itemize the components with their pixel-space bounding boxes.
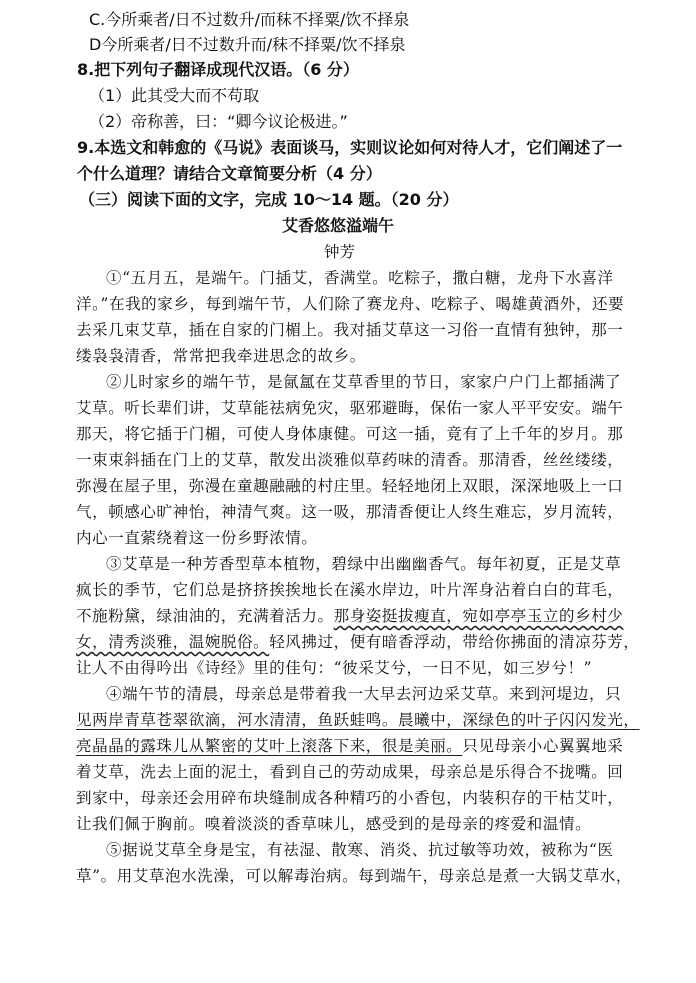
paragraph-2-line: 一束束斜插在门上的艾草，散发出淡雅似草药味的清香。那清香，丝丝缕缕， [76,451,624,469]
paragraph-3-line: 让人不由得吟出《诗经》里的佳句：“彼采艾兮，一日不见，如三岁兮！” [76,659,593,677]
paragraph-2-line: 气，顿感心旷神怡，神清气爽。这一吸，那清香便让人终生难忘，岁月流转， [76,503,624,521]
paragraph-2-line: ②儿时家乡的端午节，是氤氲在艾草香里的节日，家家户户门上都插满了 [106,373,622,391]
paragraph-5-line: 草”。用艾草泡水洗澡，可以解毒治病。每到端午，母亲总是煮一大锅艾草水， [76,867,632,885]
paragraph-3-text: 轻风拂过，便有暗香浮动，带给你拂面的清凉芬芳， [269,633,640,651]
question-8-sentence-2: （2）帝称善，曰：“卿今议论极进。” [89,112,348,131]
section-3-heading: （三）阅读下面的文字，完成 10～14 题。（20 分） [79,190,459,209]
paragraph-1-line: ①“五月五，是端午。门插艾，香满堂。吃粽子，撒白糖，龙舟下水喜洋 [106,269,614,287]
option-d: D今所乘者/日不过数升而/秣不择粟/饮不择泉 [89,35,406,54]
wavy-underlined-sentence: 那身姿挺拔瘦直，宛如亭亭玉立的乡村少 [333,607,624,625]
paragraph-2-line: 艾草。听长辈们讲，艾草能祛病免灾，驱邪避晦，保佑一家人平平安安。端午 [76,399,624,417]
paragraph-4-line: ④端午节的清晨，母亲总是带着我一大早去河边采艾草。来到河堤边，只 [106,685,622,703]
paragraph-3-line [76,630,640,654]
option-c: C.今所乘者/日不过数升/而秣不择粟/饮不择泉 [89,10,410,29]
article-author: 钟芳 [324,243,356,261]
paragraph-2-line: 弥漫在屋子里，弥漫在童趣融融的村庄里。轻轻地闭上双眼，深深地吸上一口 [76,477,624,495]
underlined-sentence: 见两岸青草苍翠欲滴，河水清清，鱼跃蛙鸣。晨曦中，深绿色的叶子闪闪发光， [76,711,640,729]
underlined-sentence: 亮晶晶的露珠儿从繁密的艾叶上滚落下来，很是美丽。 [76,737,463,755]
paragraph-4-line [76,734,623,758]
question-9-line-1: 9.本选文和韩愈的《马说》表面谈马，实则议论如何对待人才，它们阐述了一 [77,138,623,157]
wavy-underlined-sentence: 女，清秀淡雅，温婉脱俗。 [76,633,270,651]
paragraph-3-line: ③艾草是一种芳香型草本植物，碧绿中出幽幽香气。每年初夏，正是艾草 [106,555,622,573]
paragraph-1-line: 缕袅袅清香，常常把我牵进思念的故乡。 [76,347,366,365]
question-8-heading: 8.把下列句子翻译成现代汉语。（6 分） [77,60,359,79]
paragraph-4-text: 只见母亲小心翼翼地采 [462,737,624,755]
question-9-line-2: 个什么道理？请结合文章简要分析（4 分） [77,164,382,183]
paragraph-4-line: 到家中，母亲还会用碎布块缝制成各种精巧的小香包，内装积存的干枯艾叶， [76,789,624,807]
paragraph-1-line: 去采几束艾草，插在自家的门楣上。我对插艾草这一习俗一直情有独钟，那一 [76,321,624,339]
paragraph-4-line: 着艾草，洗去上面的泥土，看到自己的劳动成果，母亲总是乐得合不拢嘴。回 [76,763,624,781]
paragraph-4-line: 让我们佩于胸前。嗅着淡淡的香草味儿，感受到的是母亲的疼爱和温情。 [76,815,592,833]
paragraph-5-line: ⑤据说艾草全身是宝，有祛湿、散寒、消炎、抗过敏等功效，被称为“医 [106,841,614,859]
paragraph-4-line [76,708,640,732]
paragraph-3-line: 疯长的季节，它们总是挤挤挨挨地长在溪水岸边，叶片浑身沾着白白的茸毛， [76,581,624,599]
article-title: 艾香悠悠溢端午 [282,216,395,235]
paragraph-3-line [76,604,623,628]
paragraph-2-line: 那天，将它插于门楣，可使人身体康健。可这一插，竟有了上千年的岁月。那 [76,425,624,443]
paragraph-3-text: 不施粉黛，绿油油的，充满着活力。 [76,607,334,625]
question-8-sentence-1: （1）此其受大而不苟取 [89,86,260,105]
paragraph-2-line: 内心一直萦绕着这一份乡野浓情。 [76,529,318,547]
paragraph-1-line: 洋。”在我的家乡，每到端午节，人们除了赛龙舟、吃粽子、喝雄黄酒外，还要 [76,295,625,313]
